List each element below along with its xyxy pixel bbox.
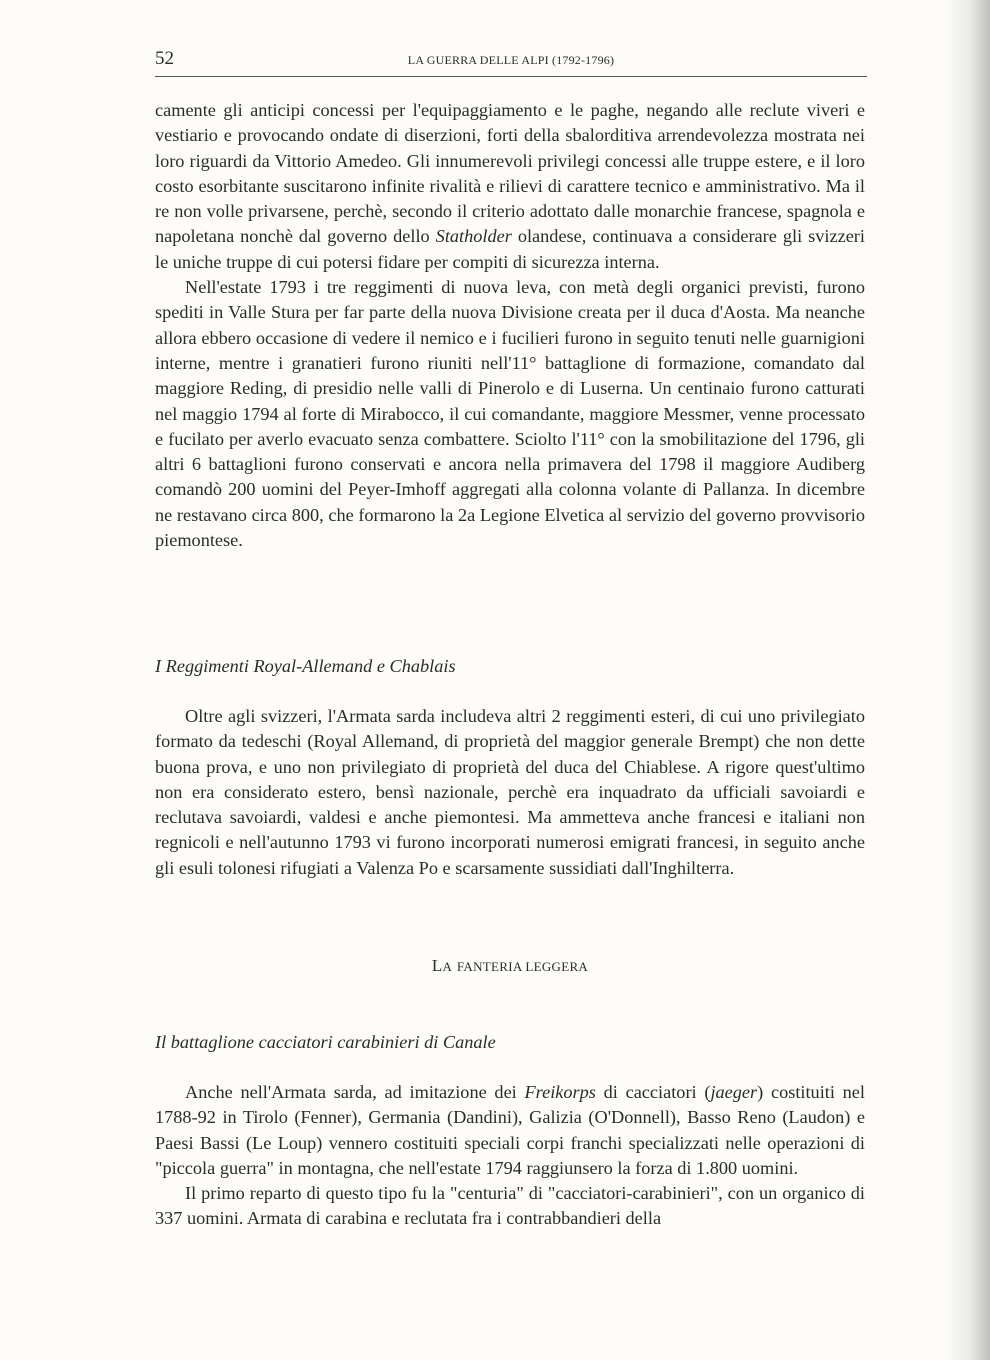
- body-text-block-2: [155, 704, 865, 881]
- paragraph: Il primo reparto di questo tipo fu la "centuria" di "cacciatori-carabinieri", con un organico di 337 uomini. Armata di carabina e reclutata fra i contrabbandieri della: [155, 1183, 865, 1229]
- section-title: LA FANTERIA LEGGERA: [431, 956, 589, 975]
- italic-term: Statholder: [435, 226, 512, 247]
- page-edge-shadow: [945, 0, 990, 1360]
- page-number: 52: [155, 48, 174, 69]
- page-header: [155, 44, 867, 77]
- italic-term: jaeger: [710, 1082, 758, 1102]
- body-text-block-1: [155, 98, 865, 553]
- paragraph: Anche nell'Armata sarda, ad imitazione dei Freikorps di cacciatori (jaeger) costituiti nel 1788-92 in Tirolo (Fenner), Germania (Dandini), Galizia (O'Donnell), Basso Reno (Laudon) e Paesi Bassi (Le Loup) vennero costituiti speciali corpi franchi specializzati nelle operazioni di "piccola guerra" in montagna, che nell'estate 1794 raggiunsero la forza di 1.800 uomini.: [155, 1082, 865, 1178]
- subheading-battaglione: Il battaglione cacciatori carabinieri di Canale: [155, 1032, 496, 1052]
- running-title: LA GUERRA DELLE ALPI (1792-1796): [407, 53, 615, 67]
- italic-term: Freikorps: [524, 1082, 596, 1102]
- paragraph: camente gli anticipi concessi per l'equipaggiamento e le paghe, negando alle reclute viveri e vestiario e provocando ondate di diserzioni, forti della sbalorditiva arrendevolezza mostrata nei loro riguardi da Vittorio Amedeo. Gli innumerevoli privilegi concessi alle truppe estere, e il loro costo esorbitante suscitarono infinite rivalità e rilievi di carattere tecnico e amministrativo. Ma il re non volle privarsene, perchè, secondo il criterio adottato dalle monarchie francese, spagnola e napoletana nonchè dal governo dello Statholder olandese, continuava a considerare gli svizzeri le uniche truppe di cui potersi fidare per compiti di sicurezza interna.: [155, 100, 865, 272]
- paragraph: Oltre agli svizzeri, l'Armata sarda includeva altri 2 reggimenti esteri, di cui uno privilegiato formato da tedeschi (Royal Allemand, di proprietà del maggior generale Brempt) che non dette buona prova, e uno non privilegiato di proprietà del duca del Chiablese. A rigore quest'ultimo non era considerato estero, bensì nazionale, perchè era inquadrato da ufficiali savoiardi e reclutava savoiardi, valdesi e anche piemontesi. Ma ammetteva anche francesi e italiani non regnicoli e nell'autunno 1793 vi furono incorporati numerosi emigrati francesi, in seguito anche gli esuli tolonesi rifugiati a Valenza Po e scarsamente sussidiati dall'Inghilterra.: [155, 706, 865, 878]
- body-text-block-3: [155, 1080, 865, 1232]
- paragraph: Nell'estate 1793 i tre reggimenti di nuova leva, con metà degli organici previsti, furono spediti in Valle Stura per far parte della nuova Divisione creata per il duca d'Aosta. Ma neanche allora ebbero occasione di vedere il nemico e i fucilieri furono in seguito tenuti nelle guarnigioni interne, mentre i granatieri furono riuniti nell'11° battaglione di formazione, comandato dal maggiore Reding, di presidio nelle valli di Pinerolo e di Luserna. Un centinaio furono catturati nel maggio 1794 al forte di Mirabocco, il cui comandante, maggiore Messmer, venne processato e fucilato per averlo evacuato senza combattere. Sciolto l'11° con la smobilitazione del 1796, gli altri 6 battaglioni furono conservati e ancora nella primavera del 1798 il maggiore Audiberg comandò 200 uomini del Peyer-Imhoff aggregati alla colonna volante di Pallanza. In dicembre ne restavano circa 800, che formarono la 2a Legione Elvetica al servizio del governo provvisorio piemontese.: [155, 277, 865, 551]
- subheading-reggimenti: I Reggimenti Royal-Allemand e Chablais: [155, 656, 456, 676]
